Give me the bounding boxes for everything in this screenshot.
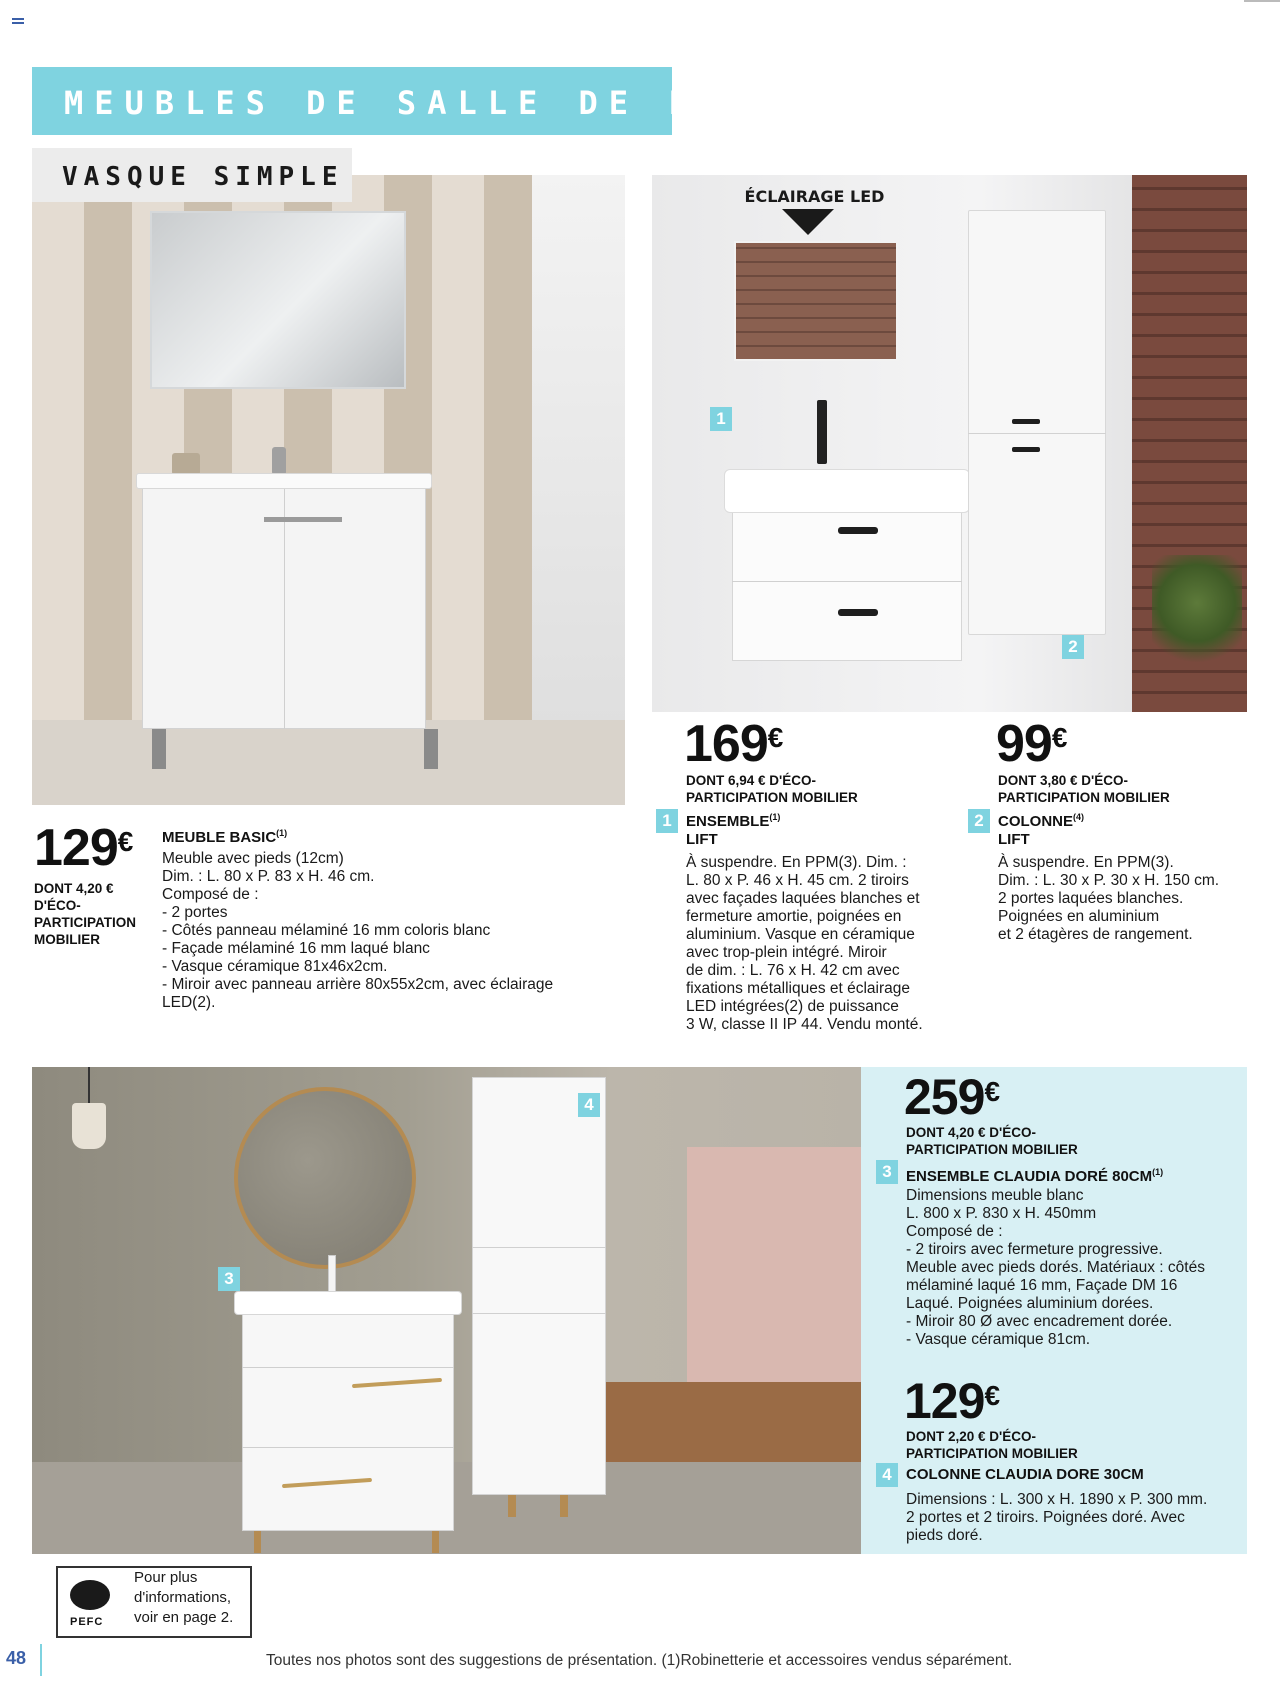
corner-mark-icon [12, 18, 24, 26]
desc-line: - Façade mélaminé 16 mm laqué blanc [162, 940, 430, 957]
door-split [284, 489, 285, 729]
badge-2: 2 [968, 809, 990, 833]
desc-line: - Vasque céramique 81cm. [906, 1331, 1091, 1348]
product-desc-basic [162, 850, 553, 1012]
desc-line: Laqué. Poignées aluminium dorées. [906, 1295, 1154, 1312]
price-colonne-claudia: 129€ [904, 1373, 1001, 1429]
pefc-tree-icon [70, 1580, 110, 1610]
vanity-basin [136, 473, 432, 489]
round-mirror [234, 1087, 416, 1269]
column-split [968, 433, 1106, 434]
desc-line: fermeture amortie, poignées en [686, 908, 902, 925]
desc-line: de dim. : L. 76 x H. 42 cm avec [686, 962, 900, 979]
page-number: 48 [6, 1648, 27, 1668]
corner-rule [1244, 0, 1280, 2]
desc-line: L. 800 x P. 830 x H. 450mm [906, 1205, 1097, 1222]
pefc-label: PEFC [70, 1616, 104, 1628]
desc-line: - 2 tiroirs avec fermeture progressive. [906, 1241, 1163, 1258]
name-line: LIFT [998, 831, 1030, 848]
vanity-cabinet [242, 1299, 454, 1531]
drawer-split [242, 1447, 454, 1448]
led-mirror [734, 241, 898, 361]
price-colonne-lift: 99€ [996, 715, 1068, 773]
desc-line: 2 portes laquées blanches. [998, 890, 1184, 907]
desc-line: Composé de : [906, 1223, 1003, 1240]
drawer-split [242, 1367, 454, 1368]
price-basic: 129€ [34, 819, 134, 877]
wood-floor [592, 1382, 861, 1462]
desc-line: LED(2). [162, 994, 216, 1011]
mirror [150, 211, 406, 389]
eco-line: D'ÉCO- [34, 898, 81, 913]
eco-line: PARTICIPATION MOBILIER [998, 790, 1170, 805]
gold-leg [254, 1531, 261, 1553]
door-handle [296, 517, 342, 522]
column-handle [1012, 447, 1040, 452]
eco-participation-lift [686, 772, 858, 806]
product-name-colonne-lift: COLONNE$^{(4)}$ LIFT [998, 812, 1084, 848]
pefc-info-text [134, 1568, 233, 1628]
product-name-lift: ENSEMBLE$^{(1)}$ LIFT [686, 812, 781, 848]
eco-line: DONT 3,80 € D'ÉCO- [998, 773, 1128, 788]
photo-claudia [32, 1067, 861, 1554]
desc-line: avec trop-plein intégré. Miroir [686, 944, 887, 961]
product-name-basic: MEUBLE BASIC$^{(1)}$ [162, 828, 288, 846]
eco-line: PARTICIPATION MOBILIER [906, 1446, 1078, 1461]
price-lift: 169€ [684, 715, 784, 773]
page-number-divider [40, 1644, 42, 1676]
product-name-colonne-claudia: COLONNE CLAUDIA DORE 30CM [906, 1466, 1144, 1483]
eco-line: MOBILIER [34, 932, 100, 947]
cabinet-leg [424, 729, 438, 769]
product-desc-lift [686, 854, 923, 1034]
eco-line: PARTICIPATION [34, 915, 136, 930]
desc-line: fixations métalliques et éclairage [686, 980, 911, 997]
desc-line: mélaminé laqué 16 mm, Façade DM 16 [906, 1277, 1178, 1294]
desc-line: À suspendre. En PPM(3). Dim. : [686, 854, 907, 871]
desc-line: Poignées en aluminium [998, 908, 1160, 925]
desc-line: pieds doré. [906, 1527, 983, 1544]
eco-line: DONT 6,94 € D'ÉCO- [686, 773, 816, 788]
cabinet-leg [152, 729, 166, 769]
column-split [472, 1313, 606, 1314]
desc-line: - Miroir avec panneau arrière 80x55x2cm, avec éclairage [162, 976, 554, 993]
lamp-cord [88, 1067, 90, 1103]
desc-line: - 2 portes [162, 904, 228, 921]
drawer-handle [838, 609, 878, 616]
desc-line: avec façades laquées blanches et [686, 890, 920, 907]
gold-leg [432, 1531, 439, 1553]
page-title: MEUBLES DE SALLE DE BAIN [64, 84, 791, 122]
eco-participation-colonne-claudia [906, 1428, 1078, 1462]
drawer-handle [838, 527, 878, 534]
marker-4: 4 [578, 1093, 600, 1117]
eco-line: DONT 2,20 € D'ÉCO- [906, 1429, 1036, 1444]
faucet-icon [817, 400, 827, 464]
desc-line: À suspendre. En PPM(3). [998, 854, 1174, 871]
eco-participation-basic [34, 880, 136, 948]
desc-line: Composé de : [162, 886, 259, 903]
desc-line: Dim. : L. 80 x P. 83 x H. 46 cm. [162, 868, 375, 885]
eco-line: PARTICIPATION MOBILIER [906, 1142, 1078, 1157]
product-name-claudia: ENSEMBLE CLAUDIA DORÉ 80CM$^{(1)}$ [906, 1167, 1164, 1185]
column-handle [1012, 419, 1040, 424]
faucet-icon [272, 447, 286, 475]
background-room [532, 175, 625, 805]
desc-line: aluminium. Vasque en céramique [686, 926, 915, 943]
candle-jar [172, 453, 200, 475]
eco-participation-colonne-lift [998, 772, 1170, 806]
name-line: LIFT [686, 831, 718, 848]
marker-2: 2 [1062, 635, 1084, 659]
photo-lift [652, 175, 1247, 712]
eco-line: DONT 4,20 € [34, 881, 114, 896]
floor [32, 720, 625, 805]
product-desc-colonne-lift [998, 854, 1219, 944]
footnote: Toutes nos photos sont des suggestions de présentation. (1)Robinetterie et accessoires vendus séparément. [266, 1652, 1013, 1669]
faucet-icon [328, 1255, 336, 1293]
desc-line: et 2 étagères de rangement. [998, 926, 1193, 943]
arrow-down-icon [782, 209, 834, 235]
desc-line: Dimensions meuble blanc [906, 1187, 1084, 1204]
eco-line: DONT 4,20 € D'ÉCO- [906, 1125, 1036, 1140]
eco-line: PARTICIPATION MOBILIER [686, 790, 858, 805]
product-desc-colonne-claudia [906, 1491, 1207, 1545]
eco-participation-claudia [906, 1124, 1078, 1158]
badge-4: 4 [876, 1463, 898, 1487]
pendant-lamp-icon [72, 1103, 106, 1149]
desc-line: 3 W, classe II IP 44. Vendu monté. [686, 1016, 923, 1033]
desc-line: Meuble avec pieds dorés. Matériaux : côtés [906, 1259, 1205, 1276]
desc-line: - Vasque céramique 81x46x2cm. [162, 958, 388, 975]
desc-line: - Miroir 80 Ø avec encadrement dorée. [906, 1313, 1173, 1330]
marker-3: 3 [218, 1267, 240, 1291]
badge-1: 1 [656, 809, 678, 833]
desc-line: LED intégrées(2) de puissance [686, 998, 899, 1015]
drawer-split [732, 581, 962, 582]
marker-1: 1 [710, 407, 732, 431]
column-split [472, 1247, 606, 1248]
desc-line: Dimensions : L. 300 x H. 1890 x P. 300 mm. [906, 1491, 1208, 1508]
column-cabinet [472, 1077, 606, 1495]
plant [1152, 555, 1242, 675]
ceramic-basin [724, 469, 970, 513]
led-label: ÉCLAIRAGE LED [744, 187, 885, 206]
photo-meuble-basic [32, 175, 625, 805]
gold-leg [508, 1495, 516, 1517]
product-desc-claudia [906, 1187, 1205, 1349]
desc-line: - Côtés panneau mélaminé 16 mm coloris blanc [162, 922, 491, 939]
pefc-info-line: Pour plus [134, 1569, 198, 1586]
desc-line: Dim. : L. 30 x P. 30 x H. 150 cm. [998, 872, 1220, 889]
desc-line: Meuble avec pieds (12cm) [162, 850, 344, 867]
desc-line: L. 80 x P. 46 x H. 45 cm. 2 tiroirs [686, 872, 909, 889]
vanity-basin [234, 1291, 462, 1315]
price-claudia: 259€ [904, 1069, 1001, 1125]
pefc-info-line: d'informations, [134, 1589, 232, 1606]
badge-3: 3 [876, 1160, 898, 1184]
pefc-info-line: voir en page 2. [134, 1609, 234, 1626]
desc-line: 2 portes et 2 tiroirs. Poignées doré. Avec [906, 1509, 1185, 1526]
gold-leg [560, 1495, 568, 1517]
section-subtitle: VASQUE SIMPLE [62, 162, 344, 192]
